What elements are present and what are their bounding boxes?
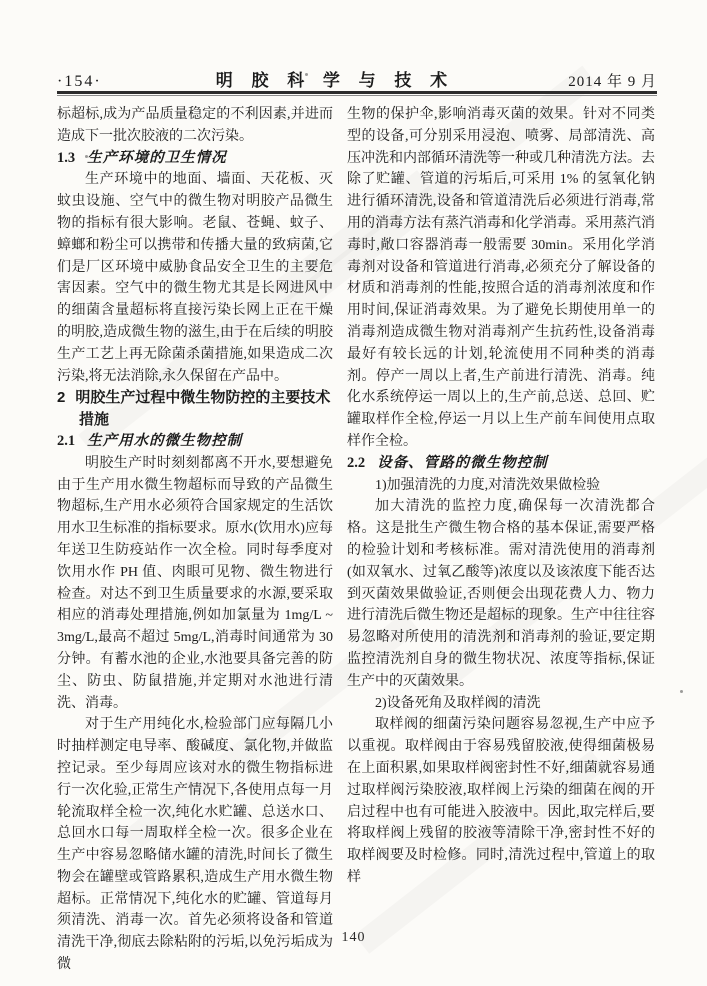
header-rule-thick <box>57 91 657 94</box>
article-body <box>57 104 655 976</box>
section-number: 2.2 <box>347 454 366 471</box>
page-footer <box>0 930 707 946</box>
header-rule-thin <box>57 95 657 96</box>
section-title: 设备、管路的微生物控制 <box>377 454 548 471</box>
paragraph-continued: 标超标,成为产品质量稳定的不利因素,并进而造成下一批次胶液的二次污染。 <box>57 107 333 144</box>
paragraph: 对于生产用纯化水,检验部门应每隔几小时抽样测定电导率、酸碱度、氯化物,并做监控记录。至少每周应该对水的微生物指标进行一次化验,正常生产情况下,各使用点每一月轮流取样全检一次,纯化水贮罐、总送水口、总回水口每一周取样全检一次。很多企业在生产中容易忽略储水罐的清洗,时间长了微生物会在罐壁或管路累积,造成生产用水微生物超标。正常情况下,纯化水的贮罐、管道每月须清洗、消毒一次。首先必须将设备和管道清洗干净,彻底去除粘附的污垢,以免污垢成为微 <box>57 717 333 973</box>
running-header <box>57 66 657 91</box>
right-column <box>347 104 655 976</box>
paragraph: 明胶生产时时刻刻都离不开水,要想避免由于生产用水微生物超标而导致的产品微生物超标,生产用水必须符合国家规定的生活饮用水卫生标准的指标要求。原水(饮用水)应每年送卫生防疫站作一次全检。同时每季度对饮用水作 PH 值、肉眼可见物、微生物进行检查。对达不到卫生质量要求的水源,要采取相应的消毒处理措施,例如加氯量为 1mg/L ~ 3mg/L,最高不超过 5mg/L,消毒时间通常为 30 分钟。有蓄水池的企业,水池要具备完善的防尘、防虫、防鼠措施,并定期对水池进行清洗、消毒。 <box>57 455 333 711</box>
section-number: 2.1 <box>57 432 76 449</box>
journal-title: 明 胶 科 学 与 技 术 <box>215 71 455 90</box>
section-heading-1-3 <box>57 148 333 170</box>
list-item-paragraph: 2)设备死角及取样阀的清洗 <box>375 695 541 711</box>
paragraph: 加大清洗的监控力度,确保每一次清洗都合格。这是批生产微生物合格的基本保证,需要严格的检验计划和考核标准。需对清洗使用的消毒剂(如双氧水、过氧乙酸等)浓度以及该浓度下能否达到灭菌效果做验证,否则便会出现花费人力、物力进行清洗后微生物还是超标的现象。生产中往往容易忽略对所使用的清洗剂和消毒剂的验证,要定期监控清洗剂自身的微生物状况、浓度等指标,保证生产中的灭菌效果。 <box>347 499 655 689</box>
footer-page-number: 140 <box>341 930 366 945</box>
header-page-number: ·154· <box>57 73 102 90</box>
section-title: 生产用水的微生物控制 <box>87 432 243 449</box>
paragraph: 取样阀的细菌污染问题容易忽视,生产中应予以重视。取样阀由于容易残留胶液,使得细菌极易在上面积累,如果取样阀密封性不好,细菌就容易通过取样阀污染胶液,取样阀上污染的细菌在阀的开启过程中也有可能进入胶液中。因此,取完样后,要将取样阀上残留的胶液等清除干净,密封性不好的取样阀要及时检修。同时,清洗过程中,管道上的取样 <box>347 717 655 885</box>
chapter-heading-2 <box>57 387 333 431</box>
chapter-title: 明胶生产过程中微生物防控的主要技术措施 <box>75 389 331 429</box>
scan-artifact <box>680 690 683 693</box>
header-rule <box>57 91 657 96</box>
list-item-paragraph: 1)加强清洗的力度,对清洗效果做检验 <box>375 477 601 493</box>
section-title: 生产环境的卫生情况 <box>87 149 227 166</box>
paragraph: 生产环境中的地面、墙面、天花板、灭蚊虫设施、空气中的微生物对明胶产品微生物的指标有很大影响。老鼠、苍蝇、蚊子、蟑螂和粉尘可以携带和传播大量的致病菌,它们是厂区环境中威胁食品安全卫生的主要危害因素。空气中的微生物尤其是长网进风中的细菌含量超标将直接污染长网上正在干燥的明胶,造成微生物的滋生,由于在后续的明胶生产工艺上再无除菌杀菌措施,如果造成二次污染,将无法消除,永久保留在产品中。 <box>57 172 333 384</box>
issue-date: 2014 年 9 月 <box>568 74 657 90</box>
section-heading-2-1 <box>57 431 333 453</box>
section-heading-2-2 <box>347 453 655 475</box>
left-column <box>57 104 333 976</box>
paragraph-continued: 生物的保护伞,影响消毒灭菌的效果。针对不同类型的设备,可分别采用浸泡、喷雾、局部清洗、高压冲洗和内部循环清洗等一种或几种清洗方法。去除了贮罐、管道的污垢后,可采用 1% 的氢氧化钠进行循环清洗,设备和管道清洗后必须进行消毒,常用的消毒方法有蒸汽消毒和化学消毒。采用蒸汽消毒时,敞口容器消毒一般需要 30min。采用化学消毒剂对设备和管道进行消毒,必须充分了解设备的材质和消毒剂的性能,按照合适的消毒剂浓度和作用时间,保证消毒效果。为了避免长期使用单一的消毒剂造成微生物对消毒剂产生抗药性,设备消毒最好有较长远的计划,轮流使用不同种类的消毒剂。停产一周以上者,生产前进行清洗、消毒。纯化水系统停运一周以上的,生产前,总送、总回、贮罐取样作全检,停运一月以上生产前车间使用点取样作全检。 <box>347 107 655 449</box>
section-number: 1.3 <box>57 149 76 166</box>
chapter-number: 2 <box>57 389 66 407</box>
